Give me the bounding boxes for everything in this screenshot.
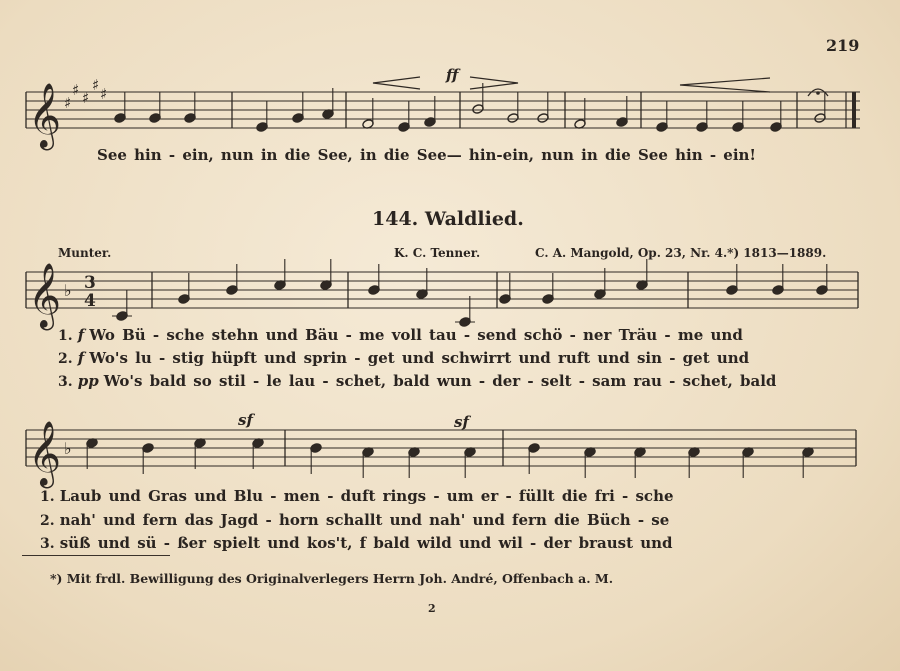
verse-line: [40, 510, 669, 529]
sharp-sign: ♯: [64, 94, 72, 112]
dynamic-sf: sf: [238, 411, 253, 429]
lyrics-top-system: See hin - ein, nun in die See, in die See— hin-ein, nun in die See hin - ein!: [97, 146, 757, 164]
treble-clef: 𝄞: [28, 83, 61, 148]
verse-line: [58, 371, 776, 390]
verse-number: 3.: [58, 374, 73, 390]
flat-sign: ♭: [64, 439, 72, 458]
footnote-divider: [22, 555, 170, 556]
treble-clef: 𝄞: [28, 263, 61, 328]
verse-number: 2.: [58, 351, 73, 367]
verse-line: [40, 533, 673, 552]
verse-dynamic: f: [77, 326, 85, 344]
lyricist: K. C. Tenner.: [394, 246, 481, 260]
sharp-sign: ♯: [82, 89, 90, 107]
verse-number: 1.: [40, 489, 55, 505]
time-signature-top: 3: [84, 273, 96, 293]
sharp-sign: ♯: [100, 85, 108, 103]
verse-number: 1.: [58, 328, 73, 344]
decrescendo-hairpin: [470, 77, 518, 89]
verse-text: Wo Bü - sche stehn und Bäu - me voll tau - send schö - ner Träu - me und: [89, 326, 743, 344]
final-barline-thick: [852, 92, 856, 128]
verse-number: 3.: [40, 536, 55, 552]
tempo-marking: Munter.: [58, 246, 112, 260]
dynamic-sf: sf: [454, 413, 469, 431]
song-title: 144. Waldlied.: [372, 208, 524, 230]
treble-clef: 𝄞: [28, 421, 61, 486]
verse-text: Wo's bald so stil - le lau - schet, bald wun - der - selt - sam rau - schet, bald: [103, 372, 777, 390]
verse-dynamic: f: [77, 349, 85, 367]
verse-line: [58, 348, 749, 367]
crescendo-hairpin: [373, 77, 420, 89]
verse-line: [58, 325, 743, 344]
flat-sign: ♭: [64, 281, 72, 300]
verse-dynamic: pp: [77, 372, 99, 390]
page-number: 219: [826, 36, 860, 55]
verse-text: nah' und fern das Jagd - horn schallt und nah' und fern die Büch - se: [59, 511, 670, 529]
composer: C. A. Mangold, Op. 23, Nr. 4.*) 1813—1889.: [535, 246, 827, 260]
verse-number: 2.: [40, 513, 55, 529]
sharp-sign: ♯: [72, 81, 80, 99]
footnote: *) Mit frdl. Bewilligung des Originalverlegers Herrn Joh. André, Offenbach a. M.: [50, 571, 614, 586]
sharp-sign: ♯: [92, 76, 100, 94]
fermata-dot: [816, 91, 820, 95]
signature-mark: 2: [428, 602, 436, 615]
verse-line: [40, 486, 674, 505]
verse-text: Laub und Gras und Blu - men - duft rings - um er - füllt die fri - sche: [59, 487, 674, 505]
verse-text: süß und sü - ßer spielt und kos't, f bald wild und wil - der braust und: [59, 534, 673, 552]
time-signature-bottom: 4: [84, 291, 96, 311]
dynamic-ff: ff: [446, 66, 459, 84]
verse-text: Wo's lu - stig hüpft und sprin - get und schwirrt und ruft und sin - get und: [89, 349, 750, 367]
decrescendo-hairpin: [680, 78, 770, 92]
